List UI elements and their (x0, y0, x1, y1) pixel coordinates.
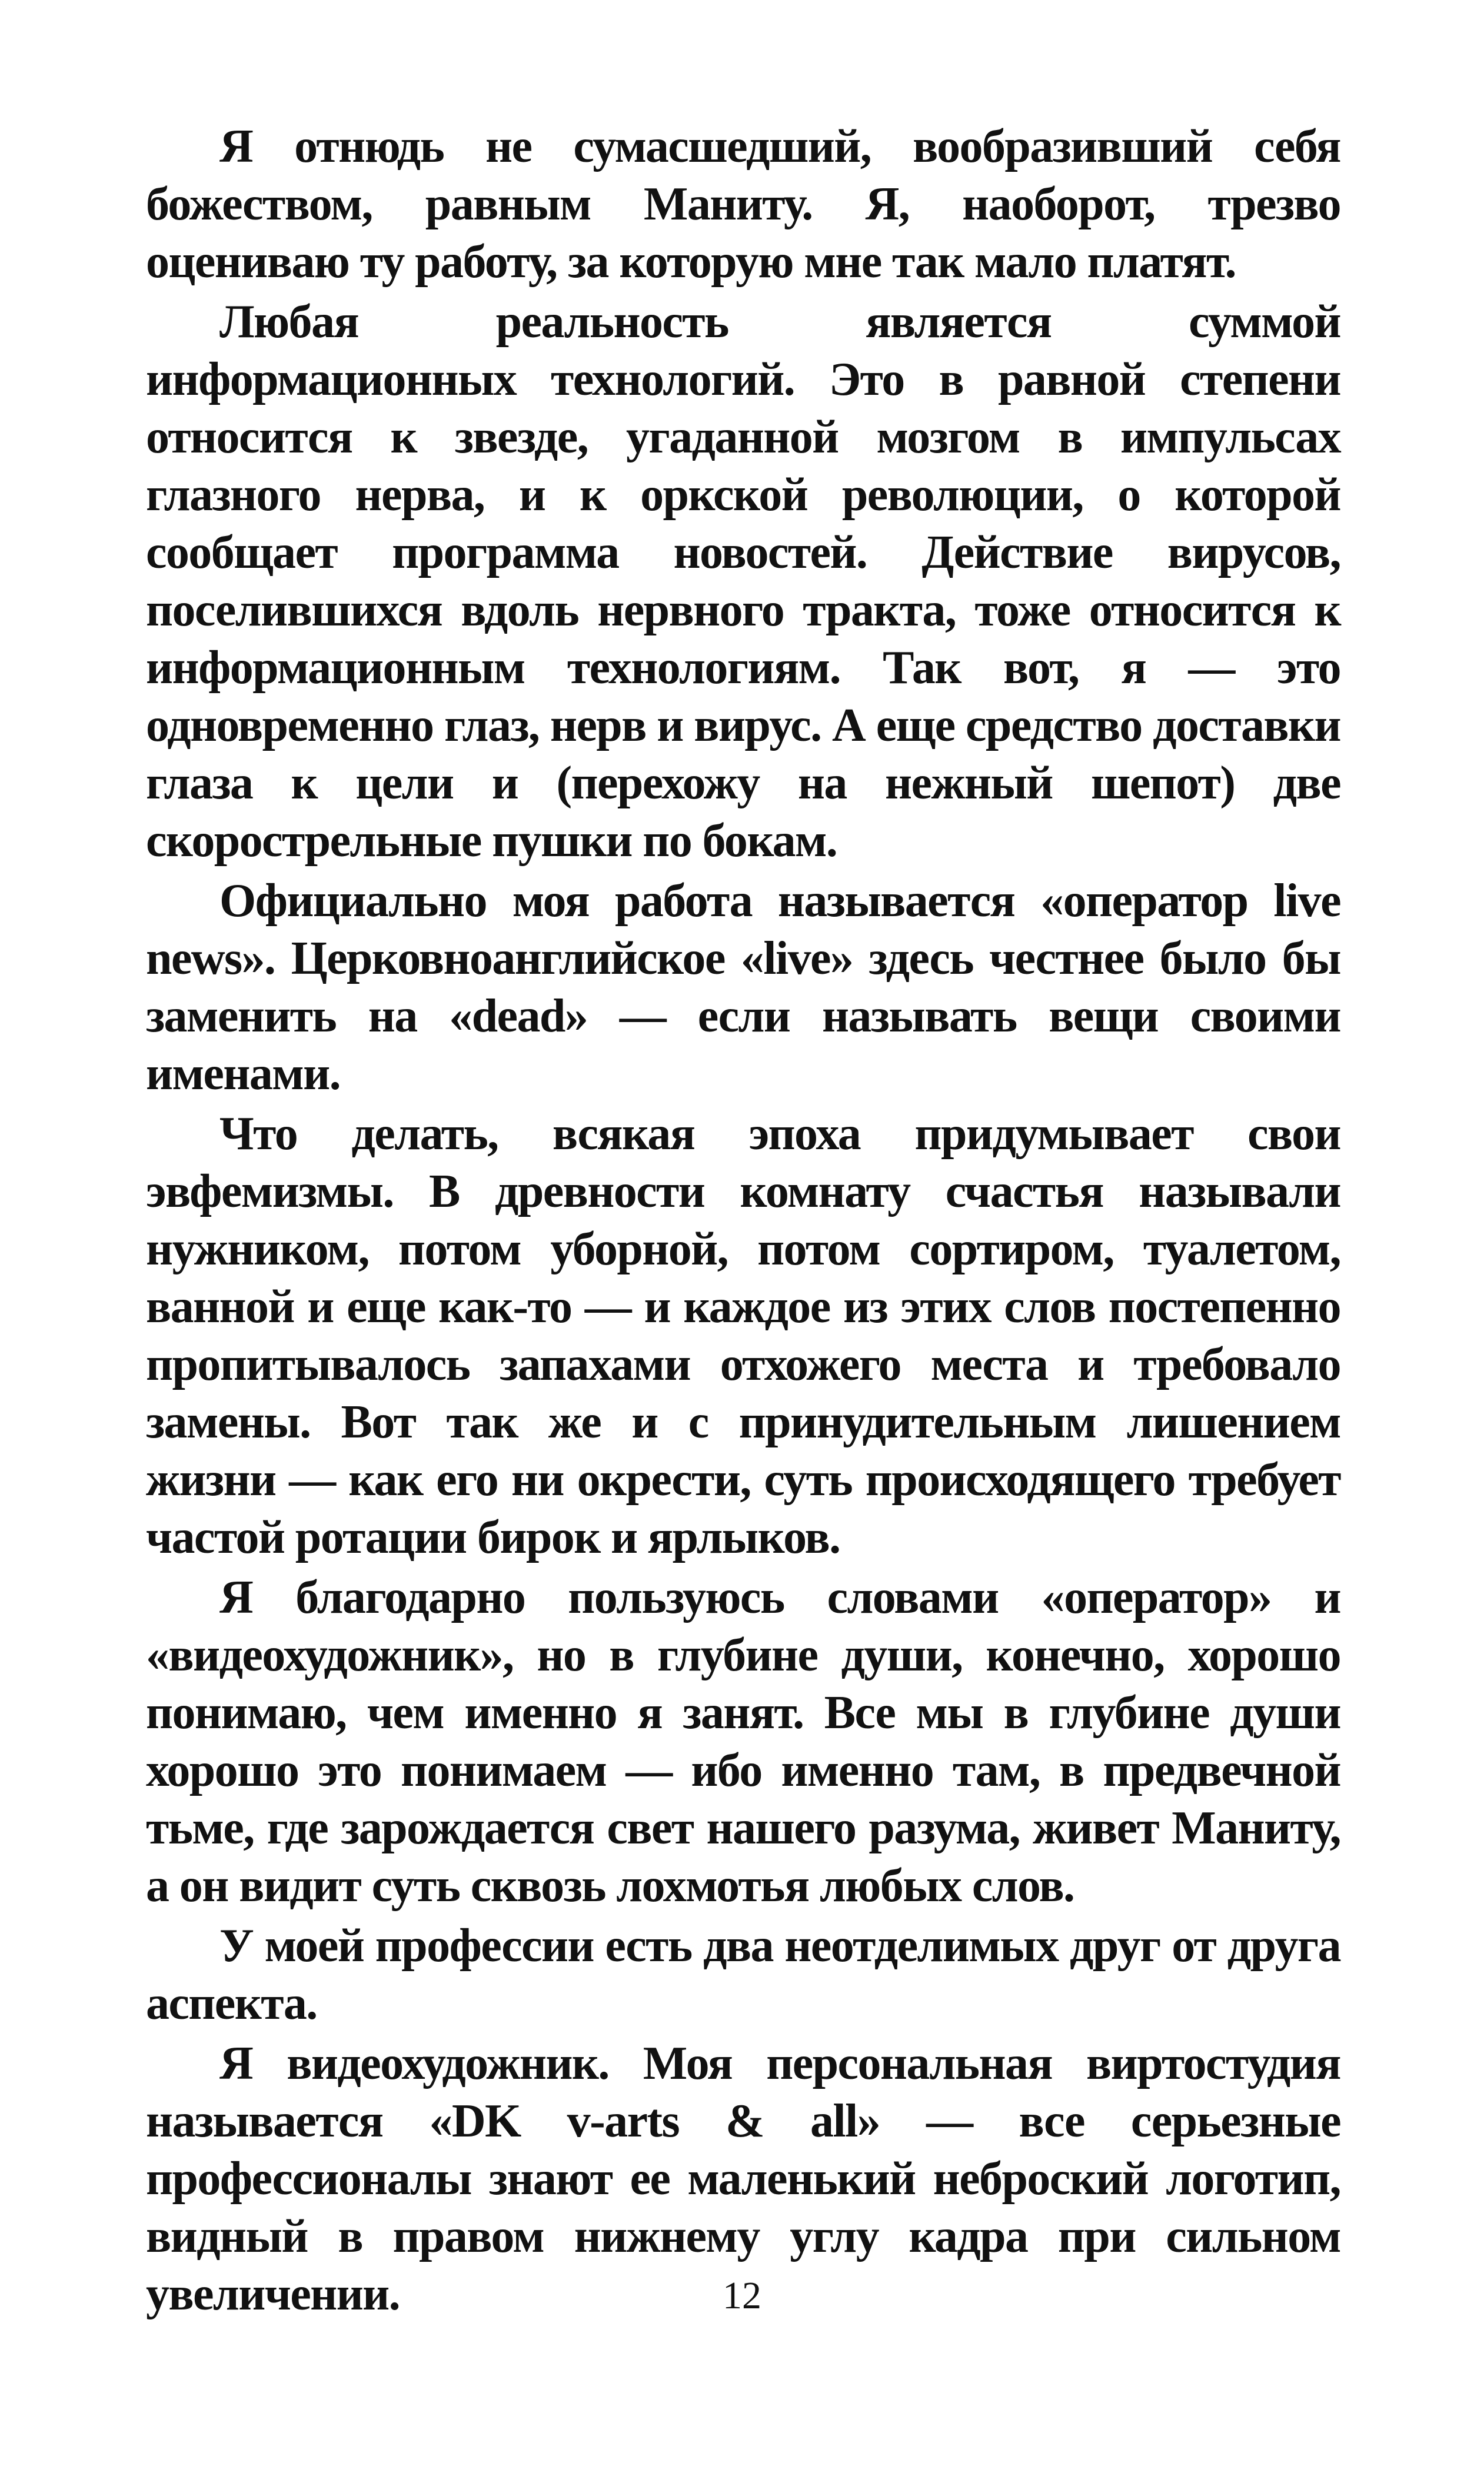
body-text (146, 118, 1340, 2325)
paragraph-4: Что делать, всякая эпоха придумывает свои эвфемизмы. В древности комнату счастья называли нужником, потом уборной, потом сортиром, туалетом, ванной и еще как-то — и каждое из этих слов постепенно пропитывалось запахами отхожего места и требовало замены. Вот так же и с принудительным лишением жизни — как его ни окрести, суть происходящего требует частой ротации бирок и ярлыков. (146, 1108, 1340, 1563)
paragraph-2: Любая реальность является суммой информационных технологий. Это в равной степени относится к звезде, угаданной мозгом в импульсах глазного нерва, и к оркской революции, о которой сообщает программа новостей. Действие вирусов, поселившихся вдоль нервного тракта, тоже относится к информационным технологиям. Так вот, я — это одновременно глаз, нерв и вирус. А еще средство доставки глаза к цели и (перехожу на нежный шепот) две скорострельные пушки по бокам. (146, 296, 1340, 867)
paragraph-3: Официально моя работа называется «оператор live news». Церковноанглийское «live» здесь честнее было бы заменить на «dead» — если называть вещи своими именами. (146, 875, 1340, 1100)
paragraph-1: Я отнюдь не сумасшедший, вообразивший себя божеством, равным Маниту. Я, наоборот, трезво оцениваю ту работу, за которую мне так мало платят. (146, 121, 1340, 288)
page-number: 12 (723, 2274, 761, 2317)
paragraph-7: Я видеохудожник. Моя персональная виртостудия называется «DK v-arts & all» — все серьезные профессионалы знают ее маленький неброский логотип, видный в правом нижнему углу кадра при сильном увеличении. (146, 2038, 1340, 2320)
paragraph-6: У моей профессии есть два неотделимых друг от друга аспекта. (146, 1920, 1340, 2029)
paragraph-5: Я благодарно пользуюсь словами «оператор» и «видеохудожник», но в глубине души, конечно, хорошо понимаю, чем именно я занят. Все мы в глубине души хорошо это понимаем — ибо именно там, в предвечной тьме, где зарождается свет нашего разума, живет Маниту, а он видит суть сквозь лохмотья любых слов. (146, 1572, 1340, 1912)
